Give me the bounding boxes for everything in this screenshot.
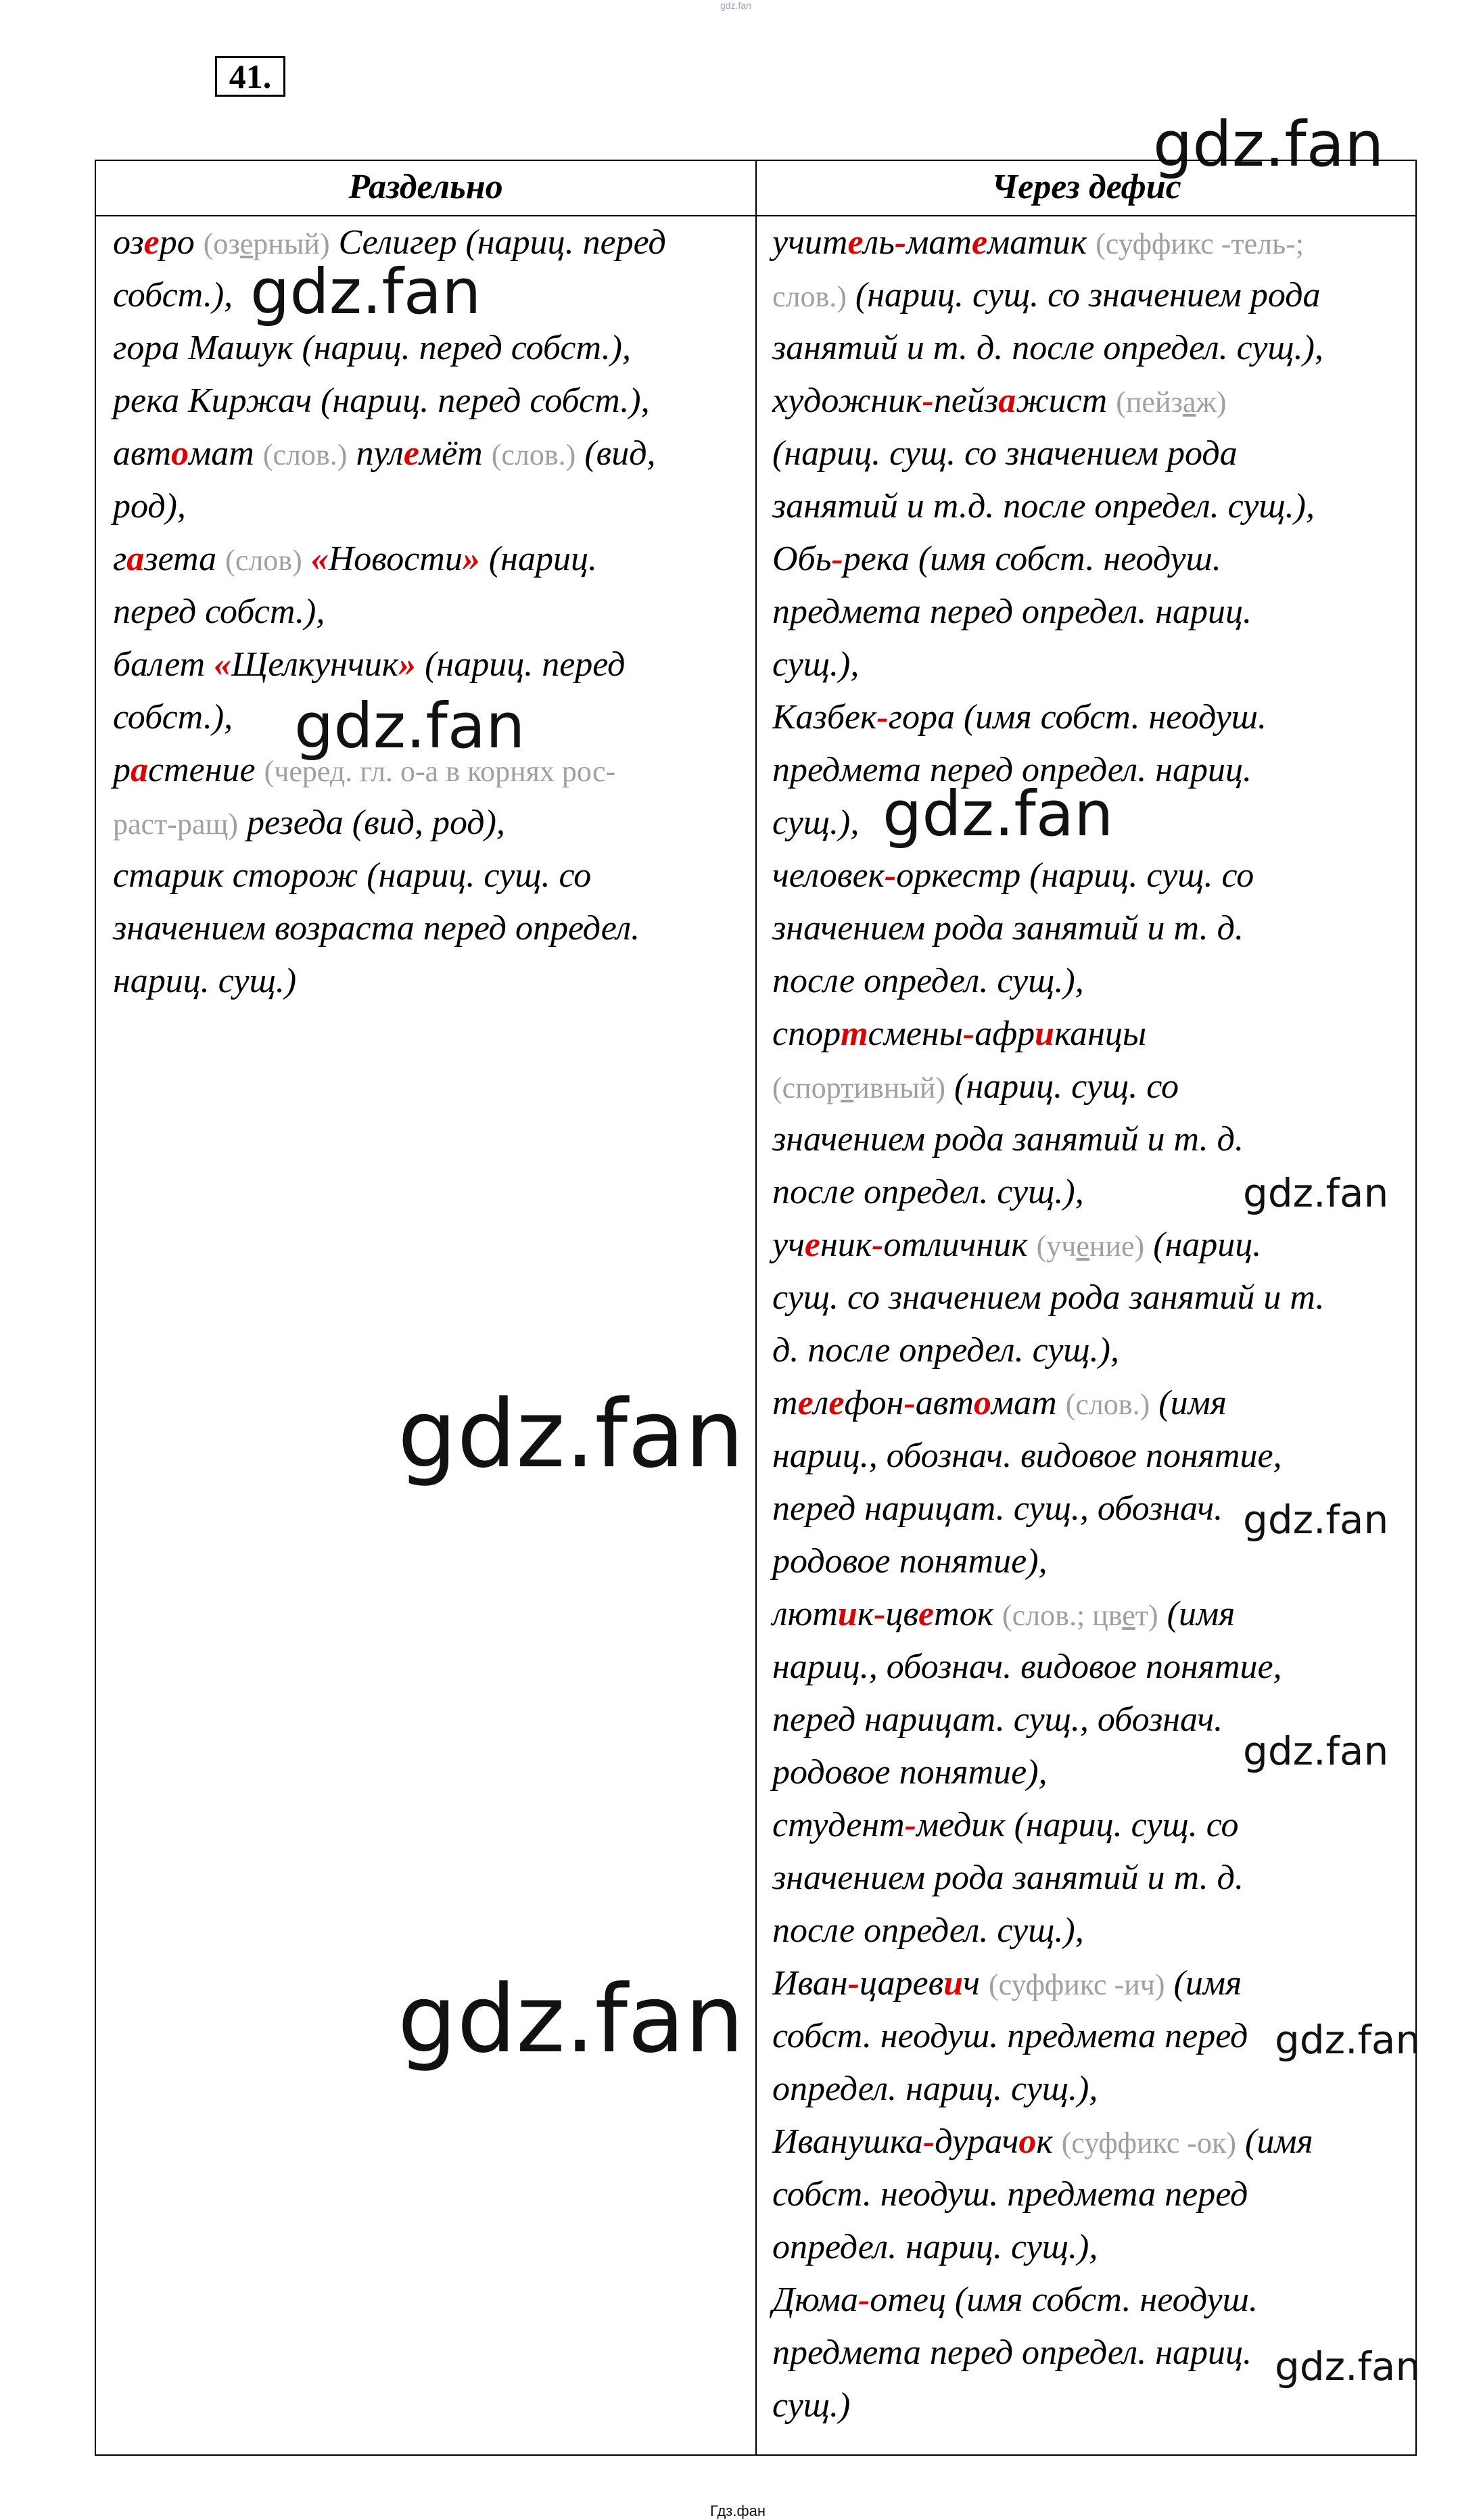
text-line: студент-медик (нариц. сущ. со [772,1806,1239,1844]
watermark: gdz.fan [398,1380,745,1489]
text-line: нариц., обознач. видовое понятие, [772,1648,1282,1686]
text-line: слов.) (нариц. сущ. со значением рода [772,276,1321,314]
text-line: собст. неодуш. предмета перед [772,2017,1248,2055]
watermark: gdz.fan [1243,1728,1389,1774]
text-line: лютик-цветок (слов.; цвет) (имя [772,1595,1236,1633]
text-line: Обь-река (имя собст. неодуш. [772,540,1221,578]
watermark: gdz.fan [883,778,1114,850]
text-line: Дюма-отец (имя собст. неодуш. [772,2281,1258,2319]
text-line: значением рода занятий и т. д. [772,1120,1244,1159]
text-line: предмета перед определ. нариц. [772,592,1252,631]
text-line: спортсмены-африканцы [772,1014,1147,1053]
text-line: предмета перед определ. нариц. [772,2333,1252,2372]
text-line: река Киржач (нариц. перед собст.), [113,381,650,420]
text-line: озеро (озерный) Селигер (нариц. перед [113,223,666,262]
text-line: д. после определ. сущ.), [772,1331,1119,1370]
text-line: перед нарицат. сущ., обознач. [772,1489,1223,1528]
text-line: сущ.) [772,2386,851,2425]
text-line: газета (слов) «Новости» (нариц. [113,540,597,578]
text-line: (нариц. сущ. со значением рода [772,434,1238,473]
text-line: раст-ращ) резеда (вид, род), [113,803,505,842]
text-line: занятий и т.д. после определ. сущ.), [772,487,1315,526]
text-line: старик сторож (нариц. сущ. со [113,856,592,895]
text-line: Иванушка-дурачок (суффикс -ок) (имя [772,2122,1313,2161]
text-line: перед собст.), [113,592,325,631]
watermark: gdz.fan [1243,1170,1389,1216]
text-line: предмета перед определ. нариц. [772,751,1252,789]
task-number: 41. [215,56,285,97]
top-watermark-caption: gdz.fan [720,0,751,11]
text-line: сущ.), [772,645,860,684]
text-line: нариц. сущ.) [113,962,297,1000]
text-line: сущ.), [772,803,860,842]
text-line: значением рода занятий и т. д. [772,1859,1244,1897]
text-line: художник-пейзажист (пейзаж) [772,381,1227,420]
text-line: собст. неодуш. предмета перед [772,2175,1248,2214]
text-line: определ. нариц. сущ.), [772,2070,1098,2108]
text-line: Иван-царевич (суффикс -ич) (имя [772,1964,1242,2003]
text-line: значением возраста перед определ. [113,909,640,948]
watermark: gdz.fan [1275,2017,1421,2063]
text-line: нариц., обознач. видовое понятие, [772,1437,1282,1475]
text-line: после определ. сущ.), [772,1911,1084,1950]
watermark: gdz.fan [250,256,481,328]
header-hyphenated: Через дефис [991,168,1181,206]
column-divider [755,161,757,2454]
text-line: телефон-автомат (слов.) (имя [772,1384,1227,1422]
text-line: ученик-отличник (учение) (нариц. [772,1226,1262,1264]
watermark: gdz.fan [398,1965,745,2074]
text-line: значением рода занятий и т. д. [772,909,1244,948]
watermark: gdz.fan [1243,1497,1389,1543]
text-line: учитель-математик (суффикс -тель-; [772,223,1304,262]
watermark: gdz.fan [294,690,525,762]
text-line: после определ. сущ.), [772,1173,1084,1211]
text-line: собст.), [113,698,233,737]
text-line: после определ. сущ.), [772,962,1084,1000]
text-line: человек-оркестр (нариц. сущ. со [772,856,1254,895]
text-line: балет «Щелкунчик» (нариц. перед [113,645,626,684]
text-line: занятий и т. д. после определ. сущ.), [772,329,1323,367]
answer-table [95,160,1417,2456]
watermark: gdz.fan [1153,108,1384,181]
text-line: перед нарицат. сущ., обознач. [772,1700,1223,1739]
text-line: определ. нариц. сущ.), [772,2228,1098,2266]
header-separately: Раздельно [348,168,503,206]
text-line: родовое понятие), [772,1753,1048,1792]
watermark: gdz.fan [1275,2343,1421,2389]
text-line: растение (черед. гл. о-а в корнях рос- [113,751,616,789]
bottom-caption: Гдз.фан [710,2502,766,2519]
text-line: Казбек-гора (имя собст. неодуш. [772,698,1267,737]
column-hyphenated [772,216,1401,2432]
text-line: родовое понятие), [772,1542,1048,1581]
column-separately [113,216,742,1008]
text-line: гора Машук (нариц. перед собст.), [113,329,631,367]
text-line: род), [113,487,186,526]
text-line: автомат (слов.) пулемёт (слов.) (вид, [113,434,656,473]
text-line: собст.), [113,276,233,314]
text-line: (спортивный) (нариц. сущ. со [772,1067,1179,1106]
text-line: сущ. со значением рода занятий и т. [772,1278,1325,1317]
